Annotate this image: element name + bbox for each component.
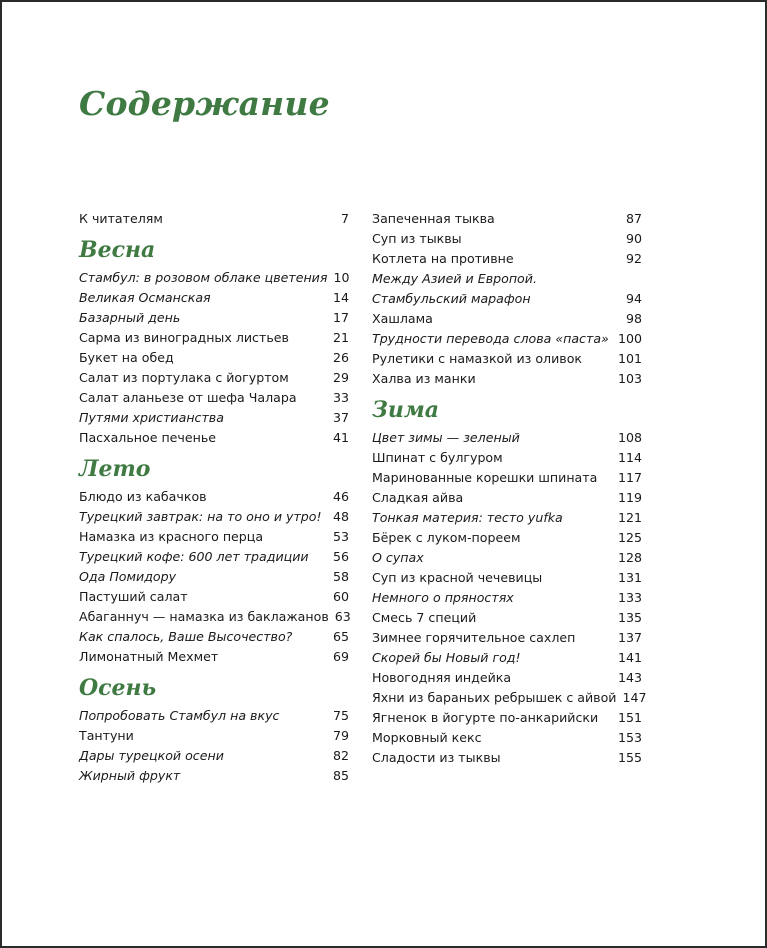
toc-entry (79, 308, 349, 328)
toc-entry-page: 85 (332, 768, 349, 783)
toc-entry-page: 63 (334, 609, 351, 624)
toc-entry-title: Трудности перевода слова «паста» (372, 331, 609, 346)
toc-entry (372, 349, 642, 369)
toc-entry (372, 468, 642, 488)
toc-entry-title: О супах (372, 550, 424, 565)
toc-entry-title: Дары турецкой осени (79, 748, 224, 763)
toc-entry (372, 448, 642, 468)
toc-entry-page: 135 (617, 610, 642, 625)
toc-entry (79, 766, 349, 786)
toc-entry (372, 668, 642, 688)
toc-entry (372, 428, 642, 448)
toc-entry-page: 131 (617, 570, 642, 585)
toc-entry (372, 329, 642, 349)
toc-entry (79, 607, 349, 627)
toc-entry-title: Турецкий кофе: 600 лет традиции (79, 549, 309, 564)
toc-entry-page: 101 (617, 351, 642, 366)
toc-entry (372, 269, 642, 289)
toc-entry-page: 114 (617, 450, 642, 465)
toc-entry-title: Попробовать Стамбул на вкус (79, 708, 280, 723)
toc-entry-title: Пасхальное печенье (79, 430, 217, 445)
toc-entry (372, 548, 642, 568)
toc-entry-page: 98 (625, 311, 642, 326)
toc-entry-title: Суп из тыквы (372, 231, 462, 246)
toc-entry-title: Базарный день (79, 310, 181, 325)
toc-entry-title: Лимонатный Мехмет (79, 649, 219, 664)
toc-entry (372, 628, 642, 648)
toc-entry-title: Салат аланьезе от шефа Чалара (79, 390, 297, 405)
toc-entry (79, 567, 349, 587)
toc-entry (79, 348, 349, 368)
toc-entry-title: Тантуни (79, 728, 134, 743)
toc-entry-title: Стамбульский марафон (372, 291, 531, 306)
toc-entry-title: Пастуший салат (79, 589, 188, 604)
toc-entry (79, 706, 349, 726)
toc-entry (79, 328, 349, 348)
toc-entry-title: Путями христианства (79, 410, 224, 425)
toc-entry-page: 141 (617, 650, 642, 665)
toc-entry-page: 46 (332, 489, 349, 504)
toc-entry (79, 647, 349, 667)
toc-entry-title: Скорей бы Новый год! (372, 650, 521, 665)
toc-entry-page: 108 (617, 430, 642, 445)
toc-entry-page: 125 (617, 530, 642, 545)
toc-entry-page: 82 (332, 748, 349, 763)
toc-column-left (79, 209, 349, 786)
toc-entry (79, 288, 349, 308)
toc-entry-title: Стамбул: в розовом облаке цветения (79, 270, 328, 285)
toc-entry (372, 289, 642, 309)
toc-entry-page: 92 (625, 251, 642, 266)
toc-entry (79, 209, 349, 229)
section-heading: Осень (79, 675, 157, 701)
toc-entry-page: 60 (332, 589, 349, 604)
toc-entry-page: 119 (617, 490, 642, 505)
toc-entry-title: Сладости из тыквы (372, 750, 501, 765)
toc-column-right (372, 209, 647, 768)
toc-entry (372, 309, 642, 329)
toc-entry-title: Немного о пряностях (372, 590, 514, 605)
toc-entry-page: 33 (332, 390, 349, 405)
page-title: Содержание (79, 84, 330, 123)
toc-entry-title: Великая Османская (79, 290, 211, 305)
toc-entry-page: 14 (332, 290, 349, 305)
toc-entry-page: 37 (332, 410, 349, 425)
toc-entry-title: Блюдо из кабачков (79, 489, 207, 504)
toc-entry-page: 41 (332, 430, 349, 445)
toc-entry-title: Сладкая айва (372, 490, 464, 505)
section-heading: Лето (79, 456, 151, 482)
toc-entry-page: 94 (625, 291, 642, 306)
toc-entry (79, 428, 349, 448)
toc-entry (372, 688, 647, 708)
toc-entry (79, 507, 349, 527)
toc-entry-title: Шпинат с булгуром (372, 450, 503, 465)
toc-entry-title: Бёрек с луком-пореем (372, 530, 521, 545)
toc-entry (372, 488, 642, 508)
toc-entry-page: 53 (332, 529, 349, 544)
toc-entry-page: 10 (333, 270, 350, 285)
toc-entry-title: Сарма из виноградных листьев (79, 330, 289, 345)
toc-entry-page: 137 (617, 630, 642, 645)
toc-entry-title: Между Азией и Европой. (372, 271, 537, 286)
toc-entry (372, 229, 642, 249)
toc-entry (372, 528, 642, 548)
toc-entry-title: Жирный фрукт (79, 768, 181, 783)
toc-entry-page: 79 (332, 728, 349, 743)
toc-entry (372, 369, 642, 389)
toc-entry-title: Турецкий завтрак: на то оно и утро! (79, 509, 322, 524)
toc-entry-title: Букет на обед (79, 350, 174, 365)
section-heading: Весна (79, 237, 156, 263)
toc-entry (372, 708, 642, 728)
toc-entry (79, 408, 349, 428)
toc-entry (372, 249, 642, 269)
toc-entry-page: 153 (617, 730, 642, 745)
toc-entry (372, 608, 642, 628)
toc-entry-title: Абаганнуч — намазка из баклажанов (79, 609, 329, 624)
toc-entry-page: 65 (332, 629, 349, 644)
toc-entry-title: Ода Помидору (79, 569, 177, 584)
toc-entry (79, 746, 349, 766)
toc-entry (79, 487, 349, 507)
toc-entry (79, 368, 349, 388)
section-heading: Зима (372, 397, 440, 423)
toc-entry (79, 547, 349, 567)
toc-entry (372, 748, 642, 768)
toc-entry-title: Рулетики с намазкой из оливок (372, 351, 583, 366)
toc-entry-page: 147 (622, 690, 647, 705)
toc-entry-title: Морковный кекс (372, 730, 482, 745)
toc-entry-title: Новогодняя индейка (372, 670, 512, 685)
toc-entry-page: 48 (332, 509, 349, 524)
toc-entry-page: 26 (332, 350, 349, 365)
toc-entry-page: 29 (332, 370, 349, 385)
toc-entry-page: 21 (332, 330, 349, 345)
toc-entry (79, 726, 349, 746)
toc-entry-page: 155 (617, 750, 642, 765)
toc-entry-title: К читателям (79, 211, 163, 226)
toc-entry-title: Салат из портулака с йогуртом (79, 370, 289, 385)
toc-entry (79, 627, 349, 647)
toc-entry-page: 143 (617, 670, 642, 685)
toc-entry-title: Зимнее горячительное сахлеп (372, 630, 576, 645)
toc-entry-title: Халва из манки (372, 371, 476, 386)
toc-entry-page: 87 (625, 211, 642, 226)
toc-entry-page: 100 (617, 331, 642, 346)
toc-entry-title: Котлета на противне (372, 251, 514, 266)
toc-entry-title: Запеченная тыква (372, 211, 495, 226)
toc-entry-title: Намазка из красного перца (79, 529, 264, 544)
toc-entry (79, 527, 349, 547)
toc-entry-page: 58 (332, 569, 349, 584)
toc-entry-title: Яхни из бараньих ребрышек с айвой (372, 690, 617, 705)
toc-entry (372, 588, 642, 608)
toc-entry-title: Маринованные корешки шпината (372, 470, 598, 485)
toc-entry-title: Тонкая материя: тесто yufka (372, 510, 563, 525)
toc-entry (372, 508, 642, 528)
toc-entry-page: 56 (332, 549, 349, 564)
toc-entry (372, 648, 642, 668)
toc-entry (79, 587, 349, 607)
toc-entry-title: Хашлама (372, 311, 433, 326)
toc-entry-page: 17 (332, 310, 349, 325)
toc-entry-page: 117 (617, 470, 642, 485)
toc-entry-title: Как спалось, Ваше Высочество? (79, 629, 293, 644)
toc-entry-title: Суп из красной чечевицы (372, 570, 543, 585)
toc-entry (372, 568, 642, 588)
toc-entry-page: 7 (340, 211, 349, 226)
toc-entry-page: 133 (617, 590, 642, 605)
toc-entry (372, 728, 642, 748)
toc-entry (372, 209, 642, 229)
toc-entry-page: 90 (625, 231, 642, 246)
toc-entry-page: 75 (332, 708, 349, 723)
toc-entry-page: 128 (617, 550, 642, 565)
toc-entry-page: 103 (617, 371, 642, 386)
toc-entry-page: 69 (332, 649, 349, 664)
toc-entry-page: 121 (617, 510, 642, 525)
toc-entry-title: Ягненок в йогурте по-анкарийски (372, 710, 599, 725)
toc-entry-title: Цвет зимы — зеленый (372, 430, 520, 445)
toc-entry-title: Смесь 7 специй (372, 610, 477, 625)
toc-entry-page: 151 (617, 710, 642, 725)
toc-entry (79, 268, 349, 288)
toc-entry (79, 388, 349, 408)
